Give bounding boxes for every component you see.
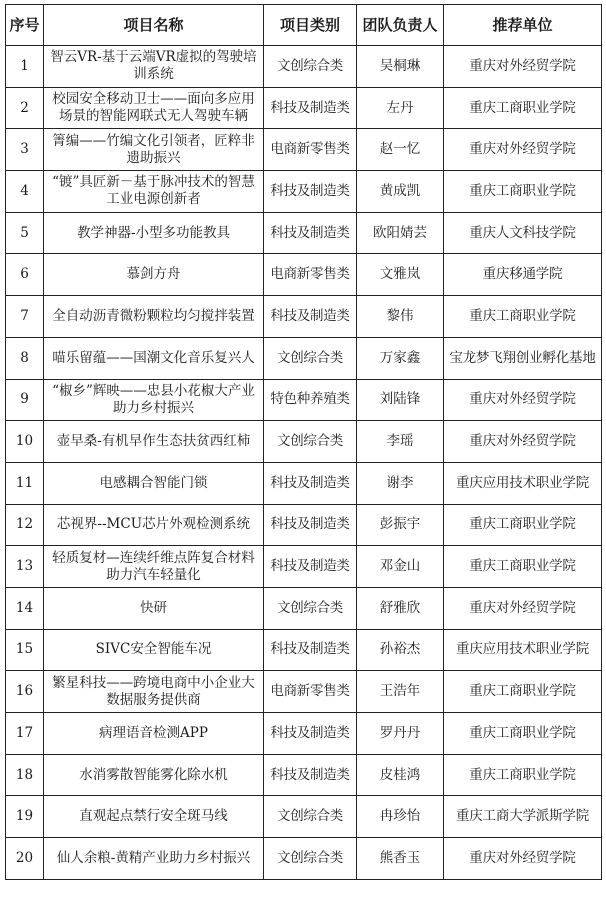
project-category: 文创综合类 [264, 587, 357, 629]
project-category: 科技及制造类 [264, 212, 357, 254]
table-body [6, 46, 602, 880]
team-leader: 黄成凯 [357, 171, 444, 213]
team-leader: 文雅岚 [357, 254, 444, 296]
team-leader: 谢李 [357, 462, 444, 504]
project-name: 教学神器-小型多功能教具 [44, 212, 264, 254]
row-index: 14 [6, 587, 44, 629]
header-category: 项目类别 [264, 5, 357, 46]
table-row [6, 838, 602, 880]
row-index: 7 [6, 296, 44, 338]
project-name: 繁星科技——跨境电商中小企业大数据服务提供商 [44, 671, 264, 713]
header-row [6, 5, 602, 46]
project-category: 文创综合类 [264, 796, 357, 838]
table-row [6, 171, 602, 213]
project-category: 文创综合类 [264, 421, 357, 463]
project-name: 电感耦合智能门锁 [44, 462, 264, 504]
team-leader: 吴桐琳 [357, 46, 444, 88]
recommending-unit: 重庆工商职业学院 [444, 754, 602, 796]
team-leader: 舒雅欣 [357, 587, 444, 629]
header-leader: 团队负责人 [357, 5, 444, 46]
row-index: 3 [6, 129, 44, 171]
recommending-unit: 重庆人文科技学院 [444, 212, 602, 254]
team-leader: 赵一忆 [357, 129, 444, 171]
team-leader: 邓金山 [357, 546, 444, 588]
project-category: 科技及制造类 [264, 629, 357, 671]
recommending-unit: 重庆工商职业学院 [444, 713, 602, 755]
team-leader: 左丹 [357, 87, 444, 129]
table-row [6, 754, 602, 796]
table-row [6, 629, 602, 671]
project-name: “镀”具匠新－基于脉冲技术的智慧工业电源创新者 [44, 171, 264, 213]
project-name: 直观起点禁行安全斑马线 [44, 796, 264, 838]
recommending-unit: 重庆工商职业学院 [444, 671, 602, 713]
team-leader: 熊香玉 [357, 838, 444, 880]
project-category: 特色种养殖类 [264, 379, 357, 421]
table-row [6, 212, 602, 254]
project-name: 全自动沥青微粉颗粒均匀搅拌装置 [44, 296, 264, 338]
project-category: 科技及制造类 [264, 546, 357, 588]
project-name: 箐编——竹编文化引领者，匠粹非遗助振兴 [44, 129, 264, 171]
table-row [6, 87, 602, 129]
team-leader: 刘陆锋 [357, 379, 444, 421]
recommending-unit: 重庆移通学院 [444, 254, 602, 296]
team-leader: 冉珍怡 [357, 796, 444, 838]
project-name: 慕剑方舟 [44, 254, 264, 296]
row-index: 8 [6, 337, 44, 379]
table-row [6, 296, 602, 338]
table-row [6, 546, 602, 588]
project-name: 仙人余粮-黄精产业助力乡村振兴 [44, 838, 264, 880]
recommending-unit: 重庆对外经贸学院 [444, 587, 602, 629]
table-row [6, 796, 602, 838]
row-index: 15 [6, 629, 44, 671]
project-name: 壶早桑-有机早作生态扶贫西红柿 [44, 421, 264, 463]
header-index: 序号 [6, 5, 44, 46]
table-row [6, 421, 602, 463]
project-category: 文创综合类 [264, 46, 357, 88]
project-name: SIVC安全智能车况 [44, 629, 264, 671]
project-category: 电商新零售类 [264, 671, 357, 713]
team-leader: 万家鑫 [357, 337, 444, 379]
row-index: 19 [6, 796, 44, 838]
table-row [6, 337, 602, 379]
table-header [6, 5, 602, 46]
row-index: 4 [6, 171, 44, 213]
row-index: 12 [6, 504, 44, 546]
project-name: 水消雾散智能雾化除水机 [44, 754, 264, 796]
table-row [6, 671, 602, 713]
project-name: “椒乡”辉映——忠县小花椒大产业助力乡村振兴 [44, 379, 264, 421]
recommending-unit: 重庆应用技术职业学院 [444, 462, 602, 504]
project-category: 文创综合类 [264, 838, 357, 880]
team-leader: 皮桂鸿 [357, 754, 444, 796]
team-leader: 王浩年 [357, 671, 444, 713]
project-category: 科技及制造类 [264, 87, 357, 129]
project-category: 科技及制造类 [264, 713, 357, 755]
project-category: 科技及制造类 [264, 296, 357, 338]
project-category: 科技及制造类 [264, 171, 357, 213]
recommending-unit: 重庆对外经贸学院 [444, 421, 602, 463]
project-name: 校园安全移动卫士——面向多应用场景的智能网联式无人驾驶车辆 [44, 87, 264, 129]
project-name: 病理语音检测APP [44, 713, 264, 755]
row-index: 18 [6, 754, 44, 796]
table-row [6, 462, 602, 504]
team-leader: 欧阳婧芸 [357, 212, 444, 254]
team-leader: 李瑶 [357, 421, 444, 463]
row-index: 16 [6, 671, 44, 713]
row-index: 20 [6, 838, 44, 880]
recommending-unit: 重庆对外经贸学院 [444, 46, 602, 88]
row-index: 10 [6, 421, 44, 463]
recommending-unit: 重庆对外经贸学院 [444, 379, 602, 421]
recommending-unit: 重庆工商职业学院 [444, 87, 602, 129]
recommending-unit: 重庆工商职业学院 [444, 296, 602, 338]
row-index: 11 [6, 462, 44, 504]
project-category: 科技及制造类 [264, 504, 357, 546]
project-category: 科技及制造类 [264, 462, 357, 504]
row-index: 5 [6, 212, 44, 254]
recommending-unit: 重庆工商职业学院 [444, 504, 602, 546]
row-index: 13 [6, 546, 44, 588]
table-row [6, 379, 602, 421]
table-row [6, 504, 602, 546]
recommending-unit: 重庆工商职业学院 [444, 546, 602, 588]
recommending-unit: 重庆应用技术职业学院 [444, 629, 602, 671]
project-name: 智云VR-基于云端VR虚拟的驾驶培训系统 [44, 46, 264, 88]
project-category: 电商新零售类 [264, 254, 357, 296]
project-table [5, 4, 602, 880]
project-name: 快研 [44, 587, 264, 629]
project-category: 电商新零售类 [264, 129, 357, 171]
row-index: 1 [6, 46, 44, 88]
row-index: 6 [6, 254, 44, 296]
team-leader: 孙裕杰 [357, 629, 444, 671]
recommending-unit: 重庆对外经贸学院 [444, 838, 602, 880]
project-name: 喵乐留蕴——国潮文化音乐复兴人 [44, 337, 264, 379]
project-category: 科技及制造类 [264, 754, 357, 796]
row-index: 17 [6, 713, 44, 755]
table-row [6, 254, 602, 296]
team-leader: 彭振宇 [357, 504, 444, 546]
project-name: 芯视界--MCU芯片外观检测系统 [44, 504, 264, 546]
header-unit: 推荐单位 [444, 5, 602, 46]
team-leader: 黎伟 [357, 296, 444, 338]
recommending-unit: 宝龙梦飞翔创业孵化基地 [444, 337, 602, 379]
header-project-name: 项目名称 [44, 5, 264, 46]
recommending-unit: 重庆对外经贸学院 [444, 129, 602, 171]
recommending-unit: 重庆工商职业学院 [444, 171, 602, 213]
table-row [6, 46, 602, 88]
table-row [6, 587, 602, 629]
table-row [6, 713, 602, 755]
project-name: 轻质复材—连续纤维点阵复合材料助力汽车轻量化 [44, 546, 264, 588]
team-leader: 罗丹丹 [357, 713, 444, 755]
table-row [6, 129, 602, 171]
row-index: 9 [6, 379, 44, 421]
project-category: 文创综合类 [264, 337, 357, 379]
recommending-unit: 重庆工商大学派斯学院 [444, 796, 602, 838]
row-index: 2 [6, 87, 44, 129]
